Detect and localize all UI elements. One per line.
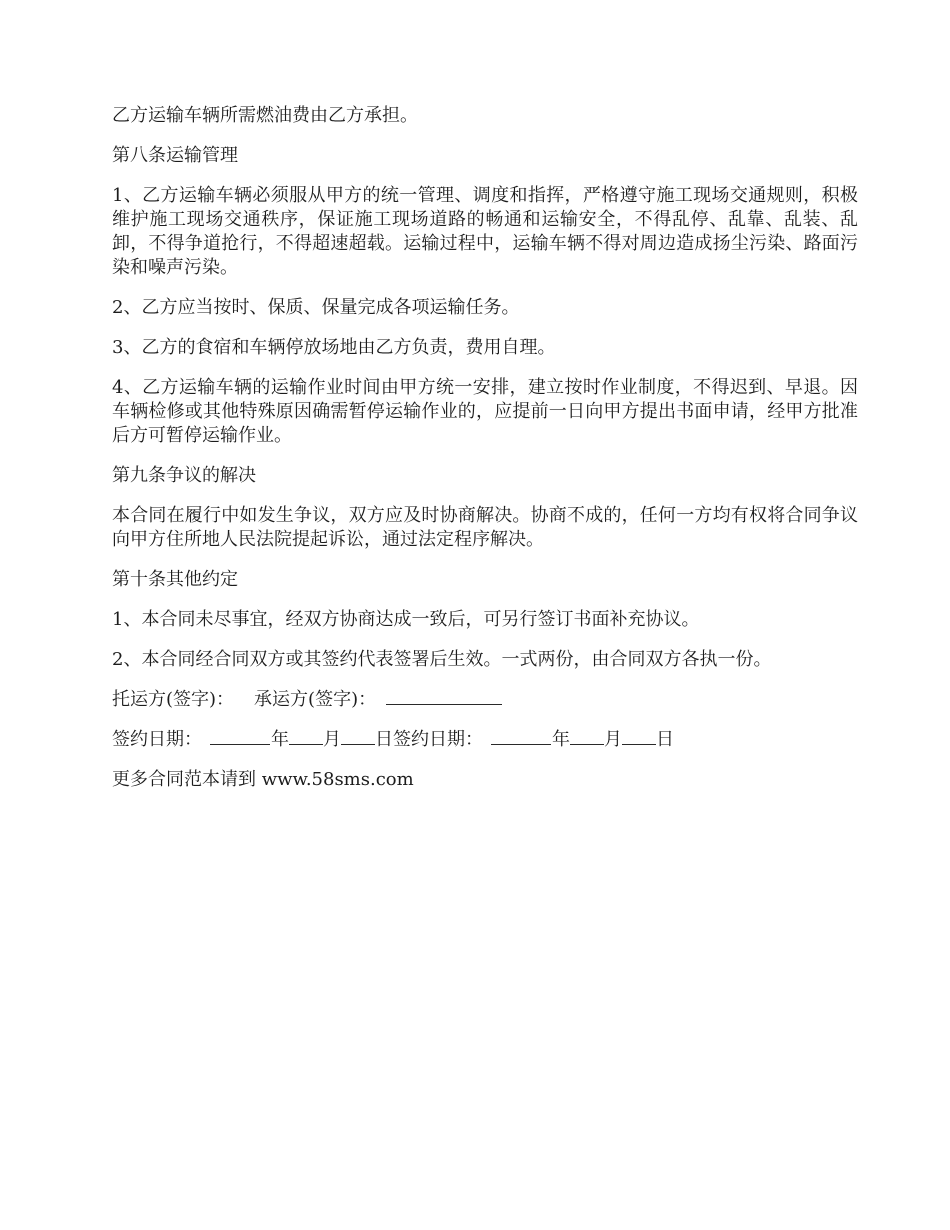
sign-date-month-blank-shipper: [289, 728, 323, 745]
paragraph-fuel-cost: 乙方运输车辆所需燃油费由乙方承担。: [112, 105, 418, 126]
sign-date-label-shipper: 签约日期：: [112, 729, 202, 750]
sign-date-year-suffix-shipper: 年: [271, 729, 289, 750]
sign-date-month-suffix-carrier: 月: [604, 729, 622, 750]
contract-document-page: [112, 104, 858, 808]
signature-line: [112, 688, 858, 712]
sign-date-label-carrier: 签约日期：: [393, 729, 483, 750]
sign-date-year-blank-shipper: [210, 728, 270, 745]
paragraph-article-9-item-1: 本合同在履行中如发生争议，双方应及时协商解决。协商不成的，任何一方均有权将合同争议向甲方住所地人民法院提起诉讼，通过法定程序解决。: [112, 505, 858, 550]
paragraph-article-8-item-1: 1、乙方运输车辆必须服从甲方的统一管理、调度和指挥，严格遵守施工现场交通规则，积极维护施工现场交通秩序，保证施工现场道路的畅通和运输安全，不得乱停、乱靠、乱装、乱卸，不得争道抢行，不得超速超载。运输过程中，运输车辆不得对周边造成扬尘污染、路面污染和噪声污染。: [112, 185, 858, 278]
signing-date-line: [112, 728, 858, 752]
sign-date-month-suffix-shipper: 月: [323, 729, 341, 750]
sign-date-day-suffix-shipper: 日: [375, 729, 393, 750]
sign-date-day-suffix-carrier: 日: [656, 729, 674, 750]
sign-date-month-blank-carrier: [570, 728, 604, 745]
heading-article-9: 第九条争议的解决: [112, 465, 256, 486]
footer-text: 更多合同范本请到: [112, 769, 262, 790]
footer-note: [112, 768, 858, 792]
footer-url: www.58sms.com: [261, 769, 414, 790]
heading-article-8: 第八条运输管理: [112, 145, 238, 166]
carrier-signature-label: 承运方(签字)：: [254, 689, 377, 710]
sign-date-day-blank-carrier: [622, 728, 656, 745]
paragraph-article-8-item-4: 4、乙方运输车辆的运输作业时间由甲方统一安排，建立按时作业制度，不得迟到、早退。因车辆检修或其他特殊原因确需暂停运输作业的，应提前一日向甲方提出书面申请，经甲方批准后方可暂停运输作业。: [112, 377, 858, 446]
shipper-signature-label: 托运方(签字)：: [112, 689, 235, 710]
paragraph-article-10-item-2: 2、本合同经合同双方或其签约代表签署后生效。一式两份，由合同双方各执一份。: [112, 649, 772, 670]
sign-date-year-suffix-carrier: 年: [552, 729, 570, 750]
carrier-signature-blank: [386, 688, 502, 705]
paragraph-article-10-item-1: 1、本合同未尽事宜，经双方协商达成一致后，可另行签订书面补充协议。: [112, 609, 700, 630]
paragraph-article-8-item-3: 3、乙方的食宿和车辆停放场地由乙方负责，费用自理。: [112, 337, 556, 358]
paragraph-article-8-item-2: 2、乙方应当按时、保质、保量完成各项运输任务。: [112, 297, 520, 318]
sign-date-day-blank-shipper: [341, 728, 375, 745]
sign-date-year-blank-carrier: [491, 728, 551, 745]
heading-article-10: 第十条其他约定: [112, 569, 238, 590]
